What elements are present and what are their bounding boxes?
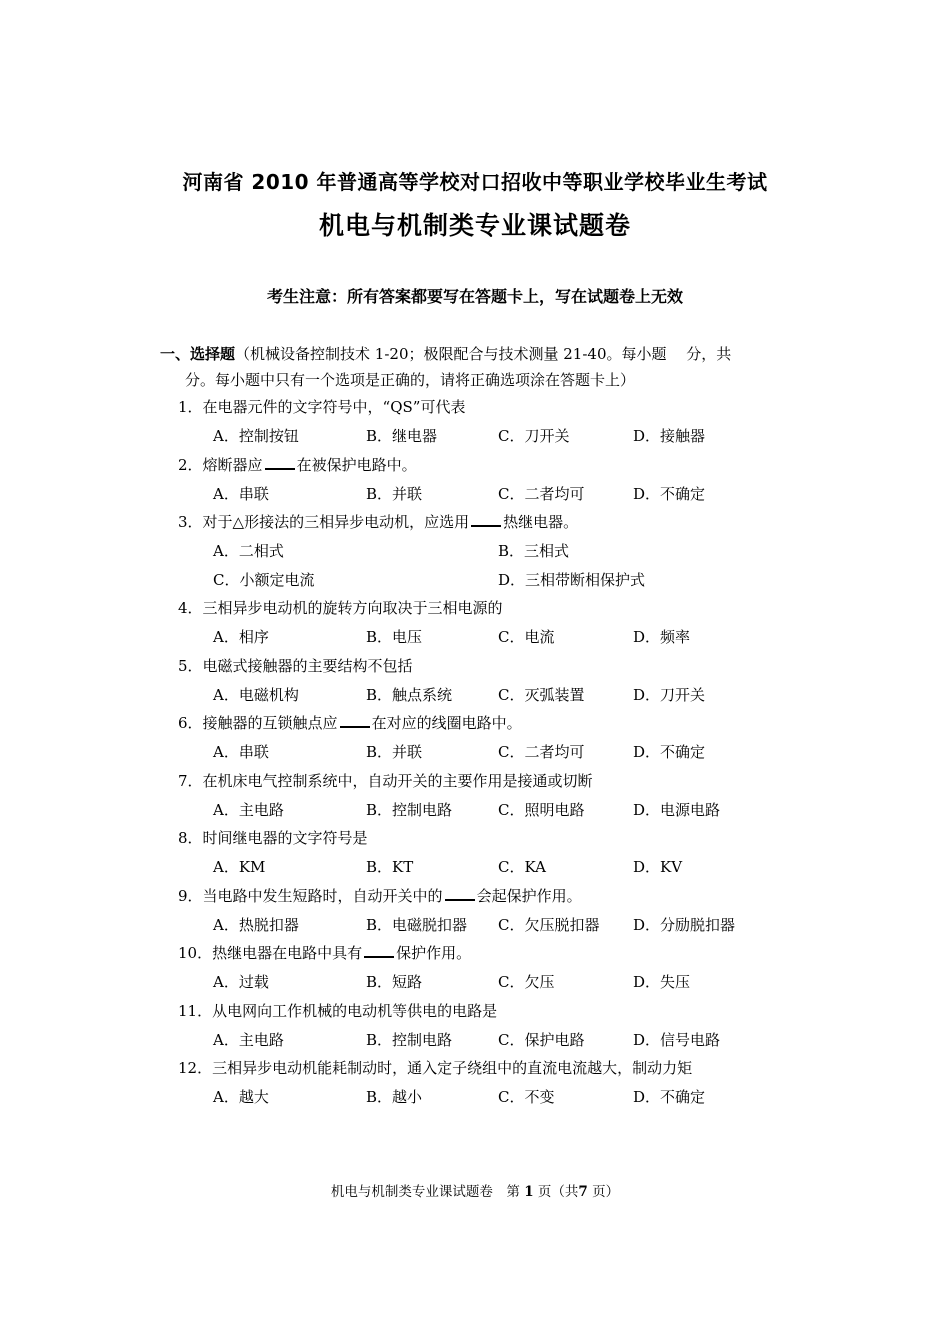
option-row bbox=[213, 739, 803, 765]
option-a: A．串联 bbox=[213, 484, 269, 503]
total-pages: 7 bbox=[578, 1184, 588, 1200]
option-a: A．相序 bbox=[213, 628, 269, 646]
question-stem: 对于△形接法的三相异步电动机，应选用 bbox=[202, 513, 470, 531]
option-d: D．不确定 bbox=[633, 1088, 706, 1106]
question-item bbox=[178, 940, 798, 998]
option-a: A．过载 bbox=[213, 973, 269, 991]
question-stem: 三相异步电动机能耗制动时，通入定子绕组中的直流电流越大，制动力矩 bbox=[212, 1059, 693, 1077]
option-row bbox=[213, 624, 803, 650]
question-number: 11． bbox=[178, 1001, 213, 1020]
option-c: C．照明电路 bbox=[498, 800, 585, 819]
question-stem: 电磁式接触器的主要结构不包括 bbox=[202, 656, 413, 675]
option-c: C．二者均可 bbox=[498, 743, 585, 761]
option-c: C．欠压脱扣器 bbox=[498, 915, 600, 934]
question-stem-end: 会起保护作用。 bbox=[476, 886, 582, 905]
option-b: B．短路 bbox=[366, 973, 423, 991]
question-text bbox=[178, 710, 522, 736]
question-stem: 在机床电气控制系统中，自动开关的主要作用是接通或切断 bbox=[202, 771, 593, 790]
option-d: D．接触器 bbox=[633, 427, 706, 445]
question-stem-end: 保护作用。 bbox=[396, 944, 472, 962]
option-row bbox=[213, 797, 803, 823]
option-a: A．串联 bbox=[213, 743, 269, 761]
option-a: A．主电路 bbox=[213, 800, 284, 819]
section-instructions bbox=[160, 341, 800, 393]
question-number: 4． bbox=[178, 599, 203, 617]
question-item bbox=[178, 452, 798, 510]
option-b: B．控制电路 bbox=[366, 1030, 453, 1049]
question-item bbox=[178, 710, 798, 768]
option-a: A．越大 bbox=[213, 1088, 269, 1106]
question-text bbox=[178, 825, 368, 851]
section-label: 一、选择题 bbox=[160, 345, 236, 363]
option-a: A．控制按钮 bbox=[213, 427, 299, 445]
option-c: C．欠压 bbox=[498, 973, 555, 991]
question-stem: 三相异步电动机的旋转方向取决于三相电源的 bbox=[202, 599, 503, 617]
option-b: B．触点系统 bbox=[366, 685, 453, 704]
question-number: 6． bbox=[178, 714, 203, 732]
section-desc-1: （机械设备控制技术 1-20；极限配合与技术测量 21-40。每小题 分，共 bbox=[235, 345, 732, 363]
question-number: 8． bbox=[178, 829, 203, 847]
question-stem: 时间继电器的文字符号是 bbox=[202, 829, 368, 847]
question-text bbox=[178, 509, 578, 535]
option-b: B．电压 bbox=[366, 628, 423, 646]
option-row bbox=[213, 567, 803, 593]
question-list bbox=[178, 394, 798, 1113]
option-d: D．电源电路 bbox=[633, 800, 721, 819]
question-number: 2． bbox=[178, 455, 203, 474]
question-number: 10． bbox=[178, 944, 213, 962]
option-c: C．保护电路 bbox=[498, 1030, 585, 1049]
question-number: 1． bbox=[178, 398, 203, 416]
question-text bbox=[178, 768, 593, 794]
question-number: 9． bbox=[178, 886, 203, 905]
question-text bbox=[178, 883, 582, 909]
option-a: A．电磁机构 bbox=[213, 685, 299, 704]
option-b: B．三相式 bbox=[498, 542, 570, 560]
footer-suffix: 页） bbox=[592, 1184, 620, 1200]
option-row bbox=[213, 1084, 803, 1110]
exam-title: 河南省 2010 年普通高等学校对口招收中等职业学校毕业生考试 bbox=[182, 170, 768, 194]
question-item bbox=[178, 394, 798, 452]
answer-blank bbox=[340, 712, 370, 728]
answer-blank bbox=[445, 885, 475, 901]
question-text bbox=[178, 1055, 692, 1081]
option-row bbox=[213, 538, 803, 564]
question-stem-end: 热继电器。 bbox=[503, 513, 579, 531]
footer-prefix: 机电与机制类专业课试题卷 第 bbox=[330, 1184, 520, 1200]
question-item bbox=[178, 653, 798, 711]
option-row bbox=[213, 912, 803, 938]
option-a: A．KM bbox=[213, 858, 266, 876]
question-stem-end: 在被保护电路中。 bbox=[296, 455, 417, 474]
option-c: C．小额定电流 bbox=[213, 571, 315, 589]
option-d: D．信号电路 bbox=[633, 1030, 721, 1049]
option-b: B．继电器 bbox=[366, 427, 438, 445]
exam-subtitle: 机电与机制类专业课试题卷 bbox=[318, 211, 631, 240]
question-item bbox=[178, 825, 798, 883]
option-a: A．热脱扣器 bbox=[213, 915, 299, 934]
option-a: A．二相式 bbox=[213, 542, 284, 560]
question-stem: 在电器元件的文字符号中，“QS”可代表 bbox=[202, 398, 466, 416]
option-b: B．控制电路 bbox=[366, 800, 453, 819]
option-d: D．不确定 bbox=[633, 484, 706, 503]
section-line-1 bbox=[160, 341, 800, 367]
question-item bbox=[178, 509, 798, 595]
option-d: D．不确定 bbox=[633, 743, 706, 761]
question-text bbox=[178, 595, 503, 621]
question-text bbox=[178, 452, 417, 478]
option-c: C．刀开关 bbox=[498, 427, 570, 445]
footer-mid: 页（共 bbox=[537, 1184, 579, 1200]
answer-blank bbox=[265, 454, 295, 470]
question-item bbox=[178, 595, 798, 653]
option-b: B．并联 bbox=[366, 484, 423, 503]
answer-blank bbox=[471, 511, 501, 527]
option-row bbox=[213, 969, 803, 995]
option-row bbox=[213, 481, 803, 507]
question-stem: 当电路中发生短路时，自动开关中的 bbox=[202, 886, 443, 905]
question-text bbox=[178, 394, 465, 420]
option-c: C．电流 bbox=[498, 628, 555, 646]
option-row bbox=[213, 854, 803, 880]
option-row bbox=[213, 682, 803, 708]
option-d: D．失压 bbox=[633, 973, 691, 991]
question-text bbox=[178, 940, 471, 966]
section-desc-2: 分。每小题中只有一个选项是正确的，请将正确选项涂在答题卡上） bbox=[185, 371, 636, 389]
option-c: C．KA bbox=[498, 858, 546, 876]
answer-blank bbox=[364, 942, 394, 958]
question-stem-end: 在对应的线圈电路中。 bbox=[371, 714, 522, 732]
option-row bbox=[213, 423, 803, 449]
option-row bbox=[213, 1027, 803, 1053]
question-number: 7． bbox=[178, 771, 203, 790]
option-c: C．不变 bbox=[498, 1088, 555, 1106]
option-a: A．主电路 bbox=[213, 1030, 284, 1049]
option-c: C．灭弧装置 bbox=[498, 685, 585, 704]
question-number: 3． bbox=[178, 513, 203, 531]
page-number: 1 bbox=[524, 1184, 534, 1200]
question-item bbox=[178, 883, 798, 941]
question-stem: 熔断器应 bbox=[202, 455, 263, 474]
page-footer bbox=[0, 1180, 950, 1200]
question-number: 5． bbox=[178, 656, 203, 675]
option-c: C．二者均可 bbox=[498, 484, 585, 503]
option-d: D．频率 bbox=[633, 628, 691, 646]
question-stem: 从电网向工作机械的电动机等供电的电路是 bbox=[212, 1001, 498, 1020]
question-stem: 热继电器在电路中具有 bbox=[212, 944, 363, 962]
option-b: B．电磁脱扣器 bbox=[366, 915, 468, 934]
question-stem: 接触器的互锁触点应 bbox=[202, 714, 338, 732]
option-b: B．并联 bbox=[366, 743, 423, 761]
question-text bbox=[178, 998, 497, 1024]
question-item bbox=[178, 1055, 798, 1113]
option-d: D．KV bbox=[633, 858, 683, 876]
question-number: 12． bbox=[178, 1059, 213, 1077]
question-text bbox=[178, 653, 413, 679]
option-d: D．分励脱扣器 bbox=[633, 915, 736, 934]
question-item bbox=[178, 768, 798, 826]
question-item bbox=[178, 998, 798, 1056]
option-d: D．三相带断相保护式 bbox=[498, 571, 646, 589]
option-b: B．越小 bbox=[366, 1088, 423, 1106]
candidate-notice: 考生注意：所有答案都要写在答题卡上，写在试题卷上无效 bbox=[266, 287, 683, 306]
option-d: D．刀开关 bbox=[633, 685, 706, 704]
option-b: B．KT bbox=[366, 858, 414, 876]
